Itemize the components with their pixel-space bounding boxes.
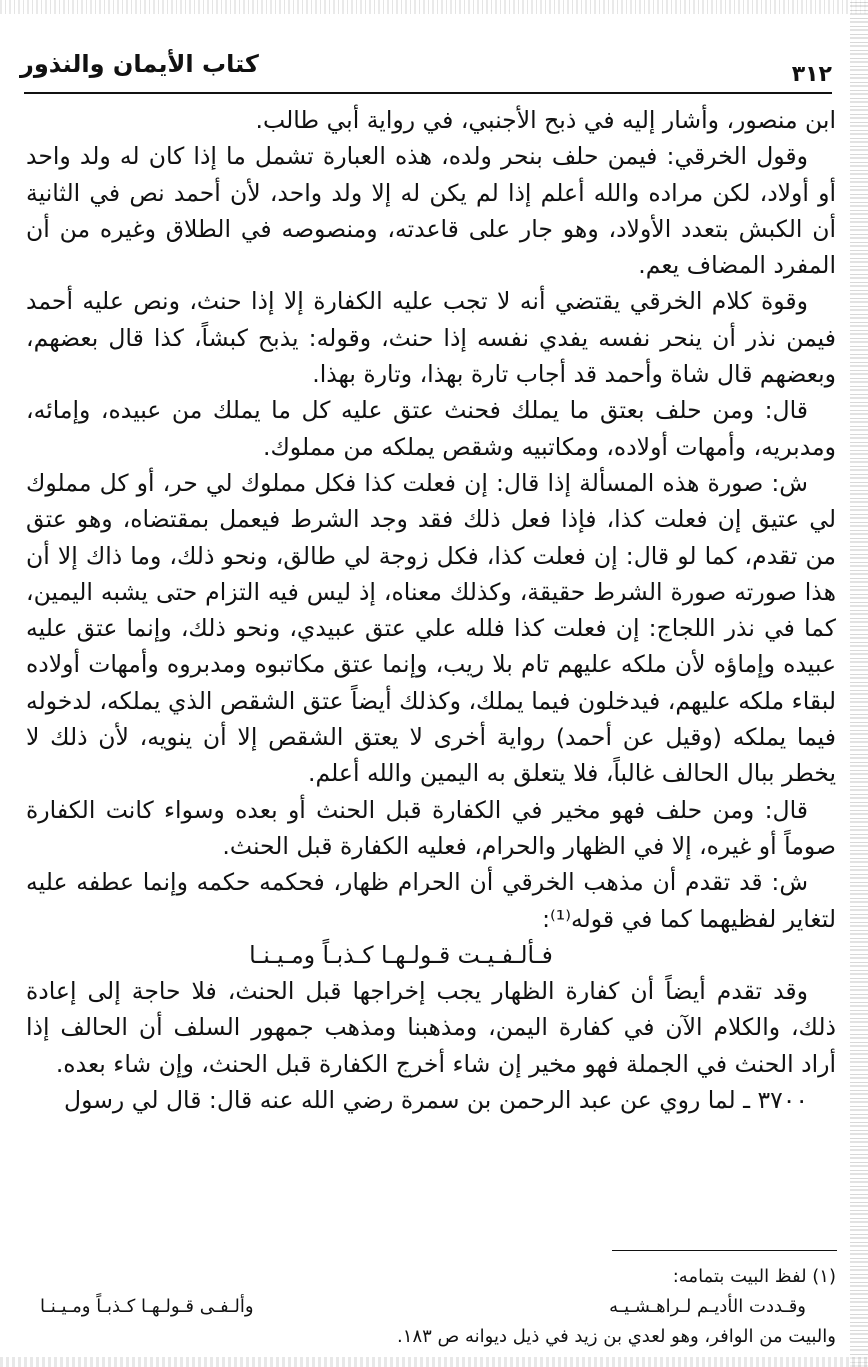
paragraph: قال: ومن حلف بعتق ما يملك فحنث عتق عليه كل ما يملك من عبيده، وإمائه، ومدبريه، وأمهات أولاده، ومكاتبيه وشقص يملكه من مملوك. <box>26 396 836 461</box>
footnote-verse-first-hemistich: وقـددت الأديـم لـراهـشـيـه <box>609 1296 806 1317</box>
paragraph: وقول الخرقي: فيمن حلف بنحر ولده، هذه العبارة تشمل ما إذا كان له ولد واحد أو أولاد، لكن مراده والله أعلم إذا لم يكن له إلا ولد واحد، لأن أحمد نص في الثانية أن الكبش بتعدد الأولاد، وهو جار على قاعدته، ومنصوصه في الطلاق وغيره من أن المفرد المضاف يعم. <box>26 142 836 280</box>
footnote-intro: (١) لفظ البيت بتمامه: <box>672 1266 836 1287</box>
page-number: ٣١٢ <box>791 62 832 87</box>
footnote-verse-second-hemistich: وألـفـى قـولـهـا كـذبـاً ومـيـنـا <box>40 1296 254 1317</box>
footnote-rule <box>612 1250 837 1251</box>
paragraph: ش: قد تقدم أن مذهب الخرقي أن الحرام ظهار، فحكمه حكمه وإنما عطفه عليه لتغاير لفظيهما كما في قوله⁽¹⁾: <box>26 868 836 933</box>
footnote-verse <box>40 1292 836 1322</box>
paragraph: ٣٧٠٠ ـ لما روي عن عبد الرحمن بن سمرة رضي الله عنه قال: قال لي رسول <box>64 1086 808 1115</box>
footnote-source: والبيت من الوافر، وهو لعدي بن زيد في ذيل ديوانه ص ١٨٣. <box>397 1326 836 1347</box>
paragraph: ش: صورة هذه المسألة إذا قال: إن فعلت كذا فكل مملوك لي حر، أو كل مملوك لي عتيق إن فعلت كذا، فإذا فعل ذلك فقد وجد الشرط فيعمل بمقتضاه، وهو عتق من تقدم، كما لو قال: إن فعلت كذا، فكل زوجة لي طالق، ونحو ذلك، وما ذاك إلا أن هذا صورته صورة الشرط حقيقة، وكذلك معناه، إذ ليس فيه التزام حتى يشبه اليمين، كما في نذر اللجاج: إن فعلت كذا فلله علي عتق عبيدي، ونحو ذلك، وإنما عتق عليه عبيده وإماؤه لأن ملكه عليهم تام بلا ريب، وإنما عتق مكاتبوه ومدبروه وأمهات أولاده لبقاء ملكه عليهم، فيدخلون فيما يملك، وكذلك أيضاً عتق الشقص الذي يملكه، لدخوله فيما يملكه (وقيل عن أحمد) رواية أخرى لا يعتق الشقص إلا أن ينويه، لأن ذلك لا يخطر ببال الحالف غالباً، فلا يتعلق به اليمين والله أعلم. <box>26 468 836 788</box>
footnotes <box>40 1262 836 1352</box>
scan-edge-bottom <box>0 1357 868 1367</box>
paragraph: قال: ومن حلف فهو مخير في الكفارة قبل الحنث أو بعده وسواء كانت الكفارة صوماً أو غيره، إلا في الظهار والحرام، فعليه الكفارة قبل الحنث. <box>26 795 836 860</box>
paragraph: وقوة كلام الخرقي يقتضي أنه لا تجب عليه الكفارة إلا إذا حنث، ونص عليه أحمد فيمن نذر أن ينحر نفسه يفدي نفسه إذا حنث، وقوله: يذبح كبشاً، كذا قال بعضهم، وبعضهم قال شاة وأحمد قد أجاب تارة بهذا، وتارة بهذا. <box>26 287 836 389</box>
paragraph: وقد تقدم أيضاً أن كفارة الظهار يجب إخراجها قبل الحنث، فلا حاجة إلى إعادة ذلك، والكلام الآن في كفارة اليمن، ومذهبنا ومذهب جمهور السلف أن الحالف إذا أراد الحنث في الجملة فهو مخير إن شاء أخرج الكفارة قبل الحنث، وإن شاء بعده. <box>26 977 836 1078</box>
header-rule <box>24 92 832 94</box>
paragraph: ابن منصور، وأشار إليه في ذبح الأجنبي، في رواية أبي طالب. <box>255 106 836 134</box>
page-header <box>20 40 832 90</box>
scan-edge-top <box>0 0 868 14</box>
verse-line: فـألـفـيـت قـولـهـا كـذبـاً ومـيـنـا <box>249 940 553 969</box>
scan-edge-right <box>850 0 868 1367</box>
main-text <box>26 102 836 1118</box>
book-title: كتاب الأيمان والنذور <box>20 50 259 78</box>
